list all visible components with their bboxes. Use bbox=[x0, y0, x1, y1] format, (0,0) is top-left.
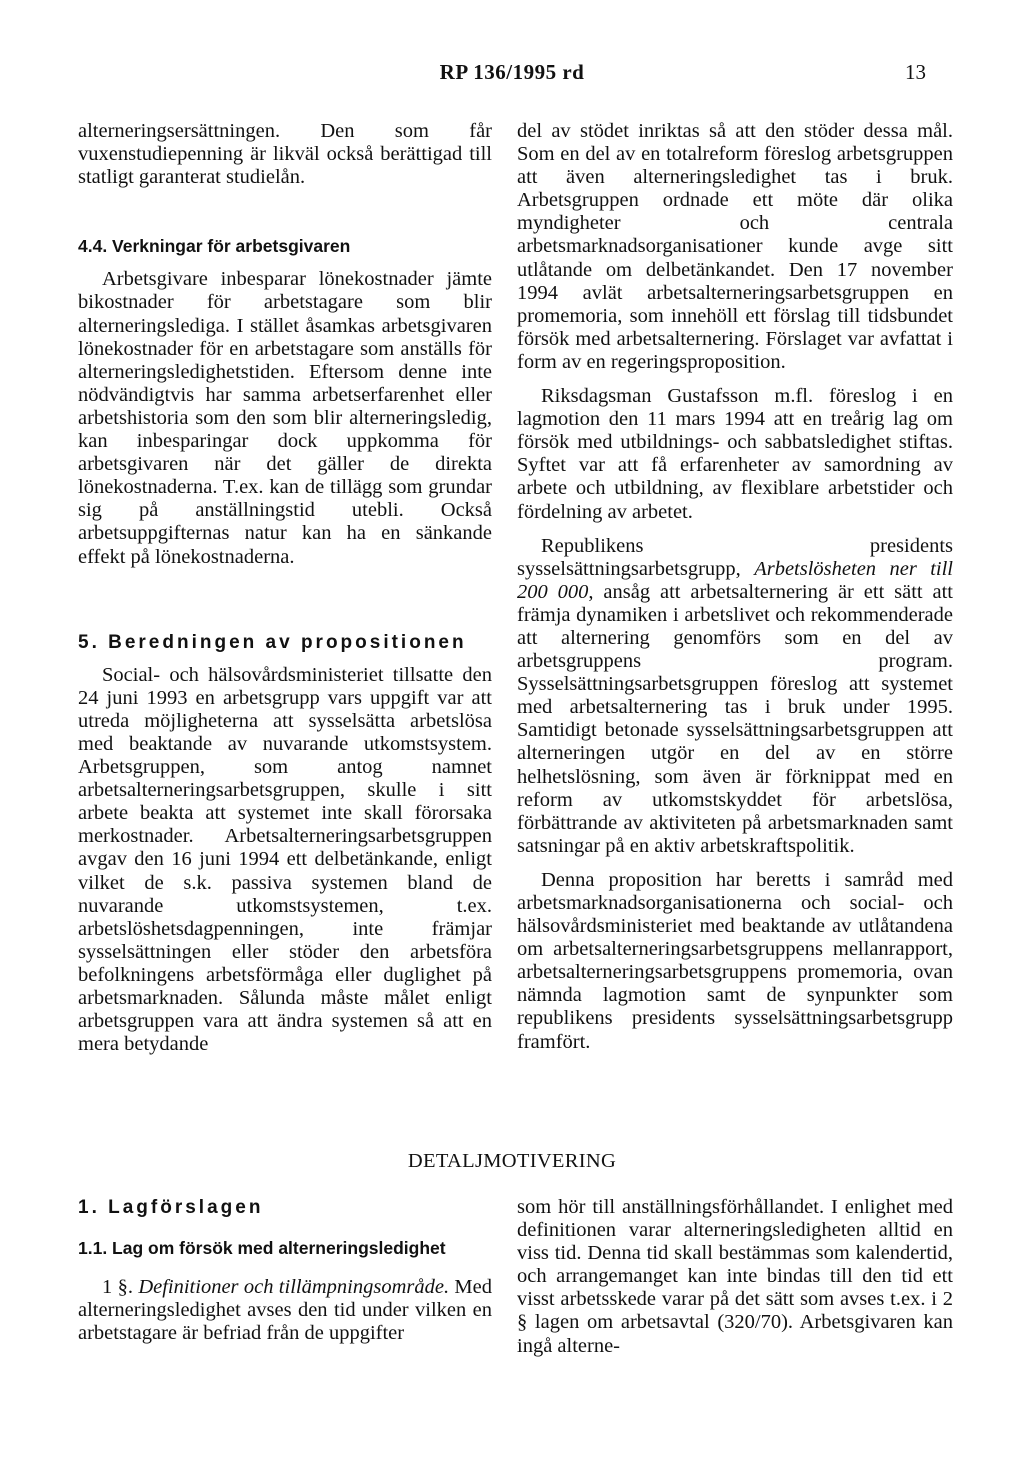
detail-heading: DETALJMOTIVERING bbox=[407, 1150, 617, 1172]
paragraph bbox=[78, 1276, 492, 1345]
paragraph: som hör till anställningsförhållandet. I enlighet med definitionen varar alterneringsledigheten alltid en viss tid. Denna tid skall bestämmas som kalendertid, och arrangemanget kan inte bindas till den tid ett visst arbetsskede varar på det sätt som avses t.ex. i 2 § lagen om arbetsavtal (320/70). Arbetsgivaren kan ingå alterne- bbox=[517, 1196, 953, 1357]
text-span: Republikens presidents sysselsättningsarbetsgrupp, bbox=[517, 534, 953, 580]
section-heading-1: 1. Lagförslagen bbox=[78, 1197, 264, 1218]
section-heading-5: 5. Beredningen av propositionen bbox=[78, 631, 467, 653]
section-heading-4-4: 4.4. Verkningar för arbetsgivaren bbox=[78, 236, 351, 257]
paragraph: alterneringsersättningen. Den som får vuxenstudiepenning är likväl också berättigad till statligt garanterat studielån. bbox=[78, 120, 492, 189]
paragraph: Social- och hälsovårdsministeriet tillsatte den 24 juni 1993 en arbetsgrupp vars uppgift var att utreda möjligheterna att sysselsätta arbetslösa med beaktande av nuvarande utkomstsystem. Arbetsgruppen, som antog namnet arbetsalterneringsarbetsgruppen, skulle i sitt arbete beakta att systemet inte skall förorsaka merkostnader. Arbetsalterneringsarbetsgruppen avgav den 16 juni 1994 ett delbetänkande, enligt vilket de s.k. passiva systemen bland de nuvarande utkomstsystemen, t.ex. arbetslöshetsdagpenningen, inte främjar sysselsättningen eller stöder den arbetsföra befolkningens arbetsförmåga eller duglighet på arbetsmarknaden. Sålunda måste målet enligt arbetsgruppen vara att ändra systemen så att en mera betydande bbox=[78, 663, 492, 1056]
document-title: RP 136/1995 rd bbox=[439, 60, 585, 84]
paragraph-title: Definitioner och tillämpningsområde. bbox=[138, 1276, 450, 1299]
paragraph-number: 1 §. bbox=[102, 1276, 133, 1299]
report-title-italic: Arbetslösheten ner till 200 000 bbox=[517, 557, 953, 603]
bottom-right-column bbox=[517, 1196, 953, 1358]
text-span: Med alterneringsledighet avses den tid under vilken en arbetstagare är befriad från de uppgifter bbox=[78, 1276, 492, 1345]
paragraph: del av stödet inriktas så att den stöder dessa mål. Som en del av en totalreform föreslog arbetsgruppen att även alterneringsledighet tas i bruk. Arbetsgruppen ordnade ett möte där olika myndigheter och centrala arbetsmarknadsorganisationer kunde avge sitt utlåtande om delbetänkandet. Den 17 november 1994 avlät arbetsalterneringsarbetsgruppen en promemoria, som innehöll ett förslag till tidsbundet försök med arbetsalternering. Förslaget var avfattat i form av en regeringsproposition. bbox=[517, 120, 953, 373]
text-span: , ansåg att arbetsalternering är ett sätt att främja dynamiken i arbetslivet och rekommenderade att alternering genomförs som en del av arbetsgruppens program. Sysselsättningsarbetsgruppen föreslog att systemet med arbetsalternering tas i bruk under 1995. Samtidigt betonade sysselsättningsarbetsgruppen att alterneringen utgör en del av en större helhetslösning, som även är förknippat med en reform av utkomstskyddet för arbetslösa, förbättrande av aktiviteten på arbetsmarknaden samt satsningar på en aktiv arbetskraftspolitik. bbox=[517, 580, 953, 857]
right-column bbox=[517, 120, 953, 1054]
paragraph bbox=[517, 535, 953, 858]
paragraph: Riksdagsman Gustafsson m.fl. föreslog i en lagmotion den 11 mars 1994 att en treårig lag om försök med utbildnings- och sabbatsledighet stiftas. Syftet var att få erfarenheter av samordning av arbete och utbildning, av flexiblare arbetstider och fördelning av arbetet. bbox=[517, 385, 953, 523]
page-number: 13 bbox=[905, 60, 926, 84]
left-column bbox=[78, 120, 492, 1056]
paragraph: Arbetsgivare inbesparar lönekostnader jämte bikostnader för arbetstagare som blir alterneringslediga. I stället åsamkas arbetsgivaren lönekostnader för en arbetstagare som anställs för alterneringsledighetstiden. Eftersom denne inte nödvändigtvis har samma arbetserfarenhet eller arbetshistoria som den som blir alterneringsledig, kan inbesparingar dock uppkomma för arbetsgivaren när det gäller de direkta lönekostnaderna. T.ex. kan de tillägg som grundar sig på anställningstid utebli. Också arbetsuppgifternas natur kan ha en sänkande effekt på lönekostnaderna. bbox=[78, 268, 492, 568]
section-heading-1-1: 1.1. Lag om försök med alterneringsledighet bbox=[78, 1238, 446, 1259]
bottom-left-column bbox=[78, 1196, 492, 1345]
paragraph: Denna proposition har beretts i samråd med arbetsmarknadsorganisationerna och social- och hälsovårdsministeriet med beaktande av utlåtandena om arbetsalterneringsarbetsgruppens mellanrapport, arbetsalterneringsarbetsgruppens promemoria, ovan nämnda lagmotion samt de synpunkter som republikens presidents sysselsättningsarbetsgrupp framfört. bbox=[517, 868, 953, 1053]
